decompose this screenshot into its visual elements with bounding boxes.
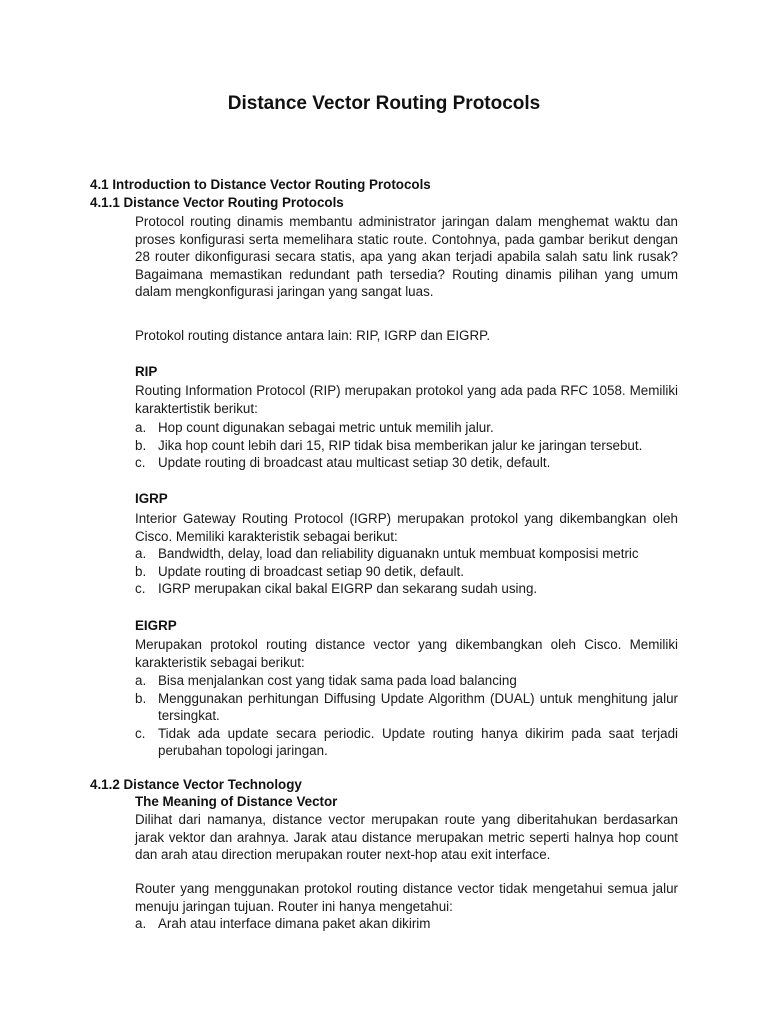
list-item-text: Arah atau interface dimana paket akan dikirim [158, 916, 431, 931]
list-item-text: IGRP merupakan cikal bakal EIGRP dan sekarang sudah using. [158, 581, 538, 596]
list-item [135, 915, 678, 933]
list-item-text: Update routing di broadcast setiap 90 detik, default. [158, 563, 464, 579]
rip-list [135, 419, 678, 472]
list-item [135, 563, 678, 581]
rip-heading: RIP [135, 364, 158, 379]
section-heading-4-1-2: 4.1.2 Distance Vector Technology [90, 777, 302, 792]
list-item [135, 454, 678, 472]
igrp-heading: IGRP [135, 491, 168, 506]
igrp-description: Interior Gateway Routing Protocol (IGRP) merupakan protokol yang dikembangkan oleh Cisco. Memiliki karakteristik sebagai berikut: [135, 511, 678, 544]
list-item-text: Bandwidth, delay, load dan reliability diguanakn untuk membuat komposisi metric [158, 546, 639, 561]
list-marker: a. [135, 546, 147, 561]
list-item-text: Hop count digunakan sebagai metric untuk memilih jalur. [158, 420, 494, 435]
section-heading-4-1-1: 4.1.1 Distance Vector Routing Protocols [90, 195, 344, 210]
router-paragraph: Router yang menggunakan protokol routing distance vector tidak mengetahui semua jalur menuju jaringan tujuan. Router ini hanya mengetahui: [135, 881, 678, 914]
eigrp-list [135, 672, 678, 760]
list-item-text: Bisa menjalankan cost yang tidak sama pada load balancing [158, 673, 517, 688]
router-list [135, 915, 678, 933]
list-marker: c. [135, 581, 146, 596]
list-marker: b. [135, 563, 147, 579]
document-title: Distance Vector Routing Protocols [227, 93, 541, 114]
list-item-text: Jika hop count lebih dari 15, RIP tidak bisa memberikan jalur ke jaringan tersebut. [158, 437, 643, 453]
list-marker: c. [135, 455, 146, 470]
list-item-text: Menggunakan perhitungan Diffusing Update Algorithm (DUAL) untuk menghitung jalur tersingkat. [158, 690, 678, 723]
eigrp-description: Merupakan protokol routing distance vector yang dikembangkan oleh Cisco. Memiliki karakteristik sebagai berikut: [135, 637, 678, 670]
igrp-list [135, 545, 678, 598]
list-marker: b. [135, 690, 147, 706]
list-item-text: Update routing di broadcast atau multicast setiap 30 detik, default. [158, 455, 551, 470]
meaning-paragraph: Dilihat dari namanya, distance vector merupakan route yang diberitahukan berdasarkan jarak vektor dan arahnya. Jarak atau distance merupakan metric seperti halnya hop count dan arah atau direction merupakan router next-hop atau exit interface. [135, 812, 678, 862]
list-marker: c. [135, 725, 146, 741]
list-marker: a. [135, 916, 147, 931]
list-item-text: Tidak ada update secara periodic. Update routing hanya dikirim pada saat terjadi perubahan topologi jaringan. [158, 725, 678, 758]
list-item [135, 545, 678, 563]
list-marker: b. [135, 437, 147, 453]
list-item [135, 725, 678, 760]
eigrp-heading: EIGRP [135, 618, 177, 633]
list-marker: a. [135, 420, 147, 435]
list-marker: a. [135, 673, 147, 688]
rip-description: Routing Information Protocol (RIP) merupakan protokol yang ada pada RFC 1058. Memiliki karaktertistik berikut: [135, 383, 678, 416]
section-heading-4-1: 4.1 Introduction to Distance Vector Routing Protocols [90, 177, 431, 192]
intro-paragraph: Protocol routing dinamis membantu administrator jaringan dalam menghemat waktu dan proses konfigurasi serta memelihara static route. Contohnya, pada gambar berikut dengan 28 router dikonfigurasi secara statis, apa yang akan terjadi apabila salah satu link rusak? Bagaimana memastikan redundant path tersedia? Routing dinamis pilihan yang umum dalam mengkonfigurasi jaringan yang sangat luas. [135, 214, 678, 299]
list-item [135, 419, 678, 437]
list-item [135, 437, 678, 455]
list-item [135, 580, 678, 598]
list-item [135, 672, 678, 690]
meaning-heading: The Meaning of Distance Vector [135, 794, 338, 809]
list-item [135, 690, 678, 725]
protocols-sentence: Protokol routing distance antara lain: RIP, IGRP dan EIGRP. [135, 328, 491, 343]
